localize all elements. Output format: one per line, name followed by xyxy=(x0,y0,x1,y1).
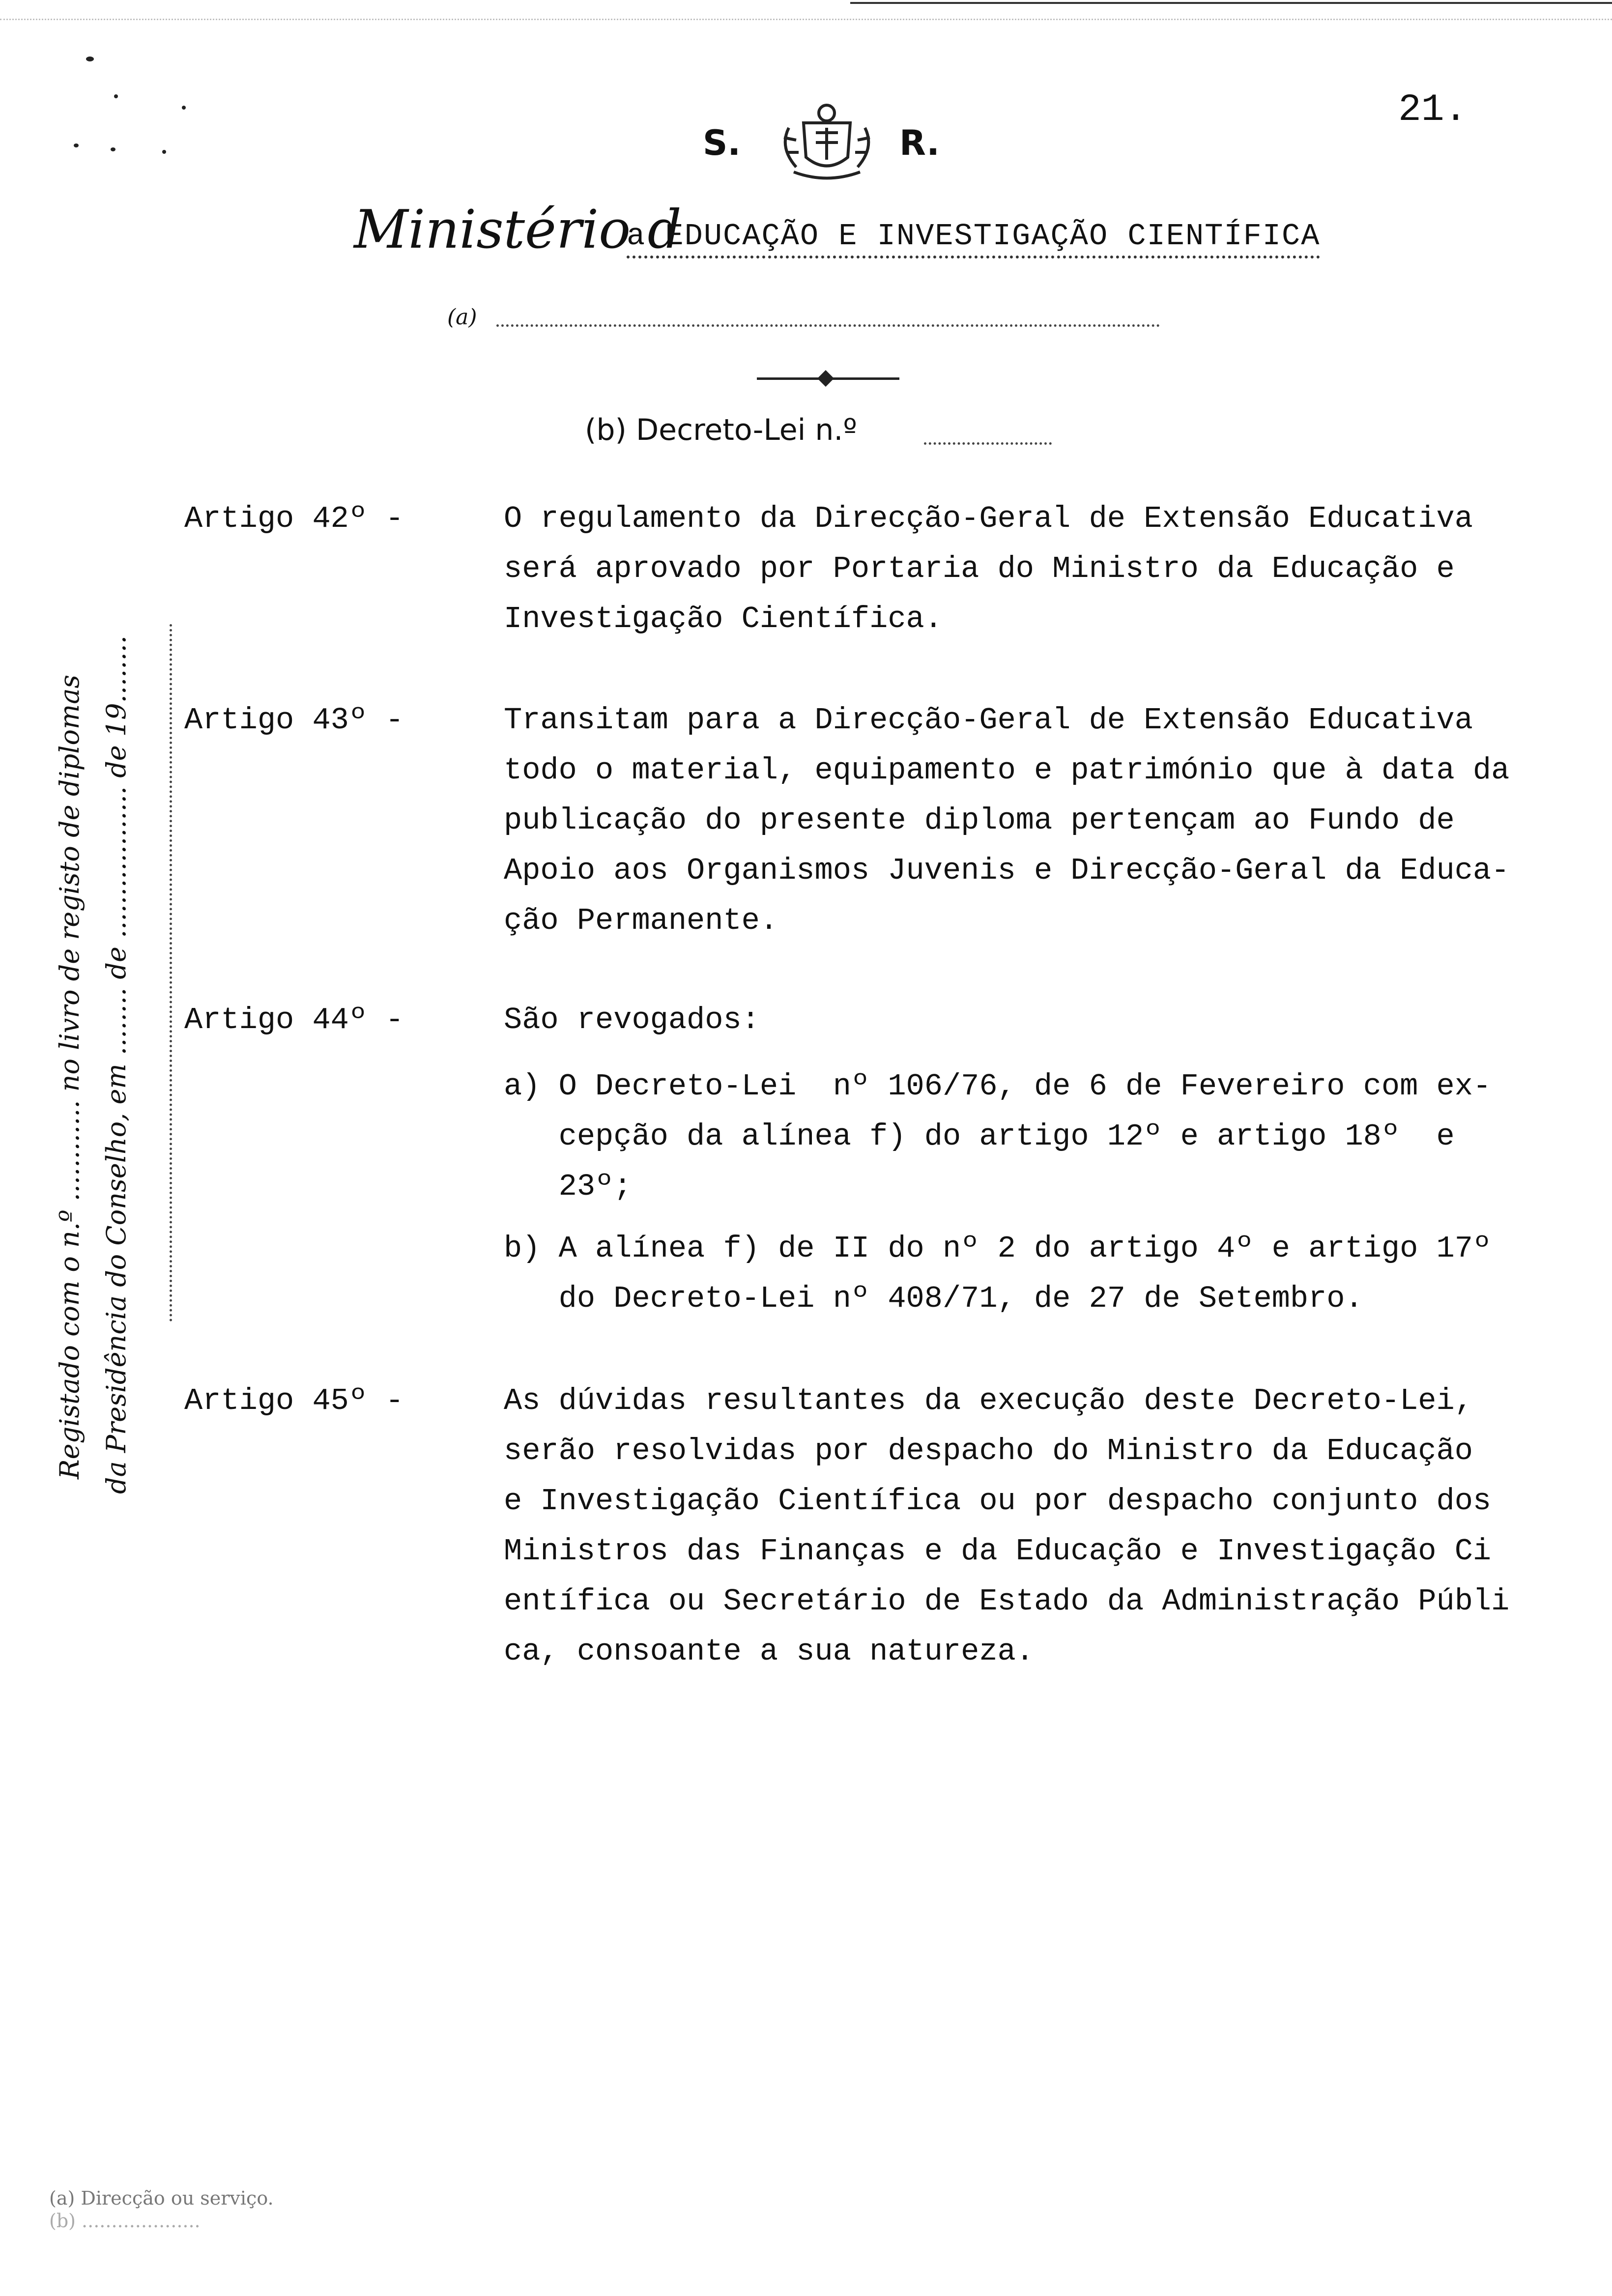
letterhead-right: R. xyxy=(899,123,940,163)
article-line: publicação do presente diploma pertençam ao Fundo de xyxy=(504,803,1455,838)
stamp-line-presidency: da Presidência do Conselho, em ........ de .................. de 19........ xyxy=(101,635,132,1494)
article-line: ca, consoante a sua natureza. xyxy=(504,1634,1034,1669)
article-line: serão resolvidas por despacho do Ministro da Educação xyxy=(504,1434,1473,1468)
article-number: Artigo 44º - xyxy=(184,1003,404,1037)
page-number: 21. xyxy=(1398,88,1468,132)
article-line: será aprovado por Portaria do Ministro da Educação e xyxy=(504,551,1455,586)
article-number: Artigo 42º - xyxy=(184,501,404,536)
article-text xyxy=(504,695,1610,946)
article-line: São revogados: xyxy=(504,1003,760,1037)
scan-speck xyxy=(114,94,118,98)
registration-margin-stamp xyxy=(54,614,182,1499)
footnote-line-a: (a) Direcção ou serviço. xyxy=(49,2187,274,2209)
scan-edge-line xyxy=(850,2,1612,4)
article-44 xyxy=(184,995,1610,1349)
scan-speck xyxy=(182,106,186,110)
item-line: 23º; xyxy=(504,1169,632,1204)
scan-speck xyxy=(111,147,115,151)
letterhead xyxy=(703,93,978,187)
article-text xyxy=(504,995,1610,1045)
article-line: Investigação Científica. xyxy=(504,602,943,636)
coat-of-arms-icon xyxy=(774,98,880,182)
divider-diamond-icon xyxy=(817,370,834,387)
footnote xyxy=(49,2187,442,2232)
line-a-dots xyxy=(496,324,1160,327)
article-line: Apoio aos Organismos Juvenis e Direcção-Geral da Educa- xyxy=(504,853,1510,888)
article-line: As dúvidas resultantes da execução deste Decreto-Lei, xyxy=(504,1383,1473,1418)
article-43 xyxy=(184,695,1610,951)
article-text xyxy=(504,494,1610,644)
scan-speck xyxy=(162,150,166,154)
article-45 xyxy=(184,1376,1610,1681)
article-42 xyxy=(184,494,1610,651)
decree-label: (b) Decreto-Lei n.º xyxy=(585,413,857,447)
scan-speck xyxy=(86,57,94,61)
ministry-label: Ministério d xyxy=(354,199,682,260)
article-line: O regulamento da Direcção-Geral de Extensão Educativa xyxy=(504,501,1473,536)
article-line: todo o material, equipamento e património que à data da xyxy=(504,753,1510,788)
article-line: Ministros das Finanças e da Educação e Investigação Ci xyxy=(504,1534,1492,1569)
stamp-line-registered: Registado com o n.º ............ no livro de registo de diplomas xyxy=(54,674,85,1479)
article-text xyxy=(504,1376,1610,1677)
line-a-label: (a) xyxy=(447,305,477,330)
footnote-line-b: (b) .................... xyxy=(49,2210,201,2232)
item-line: cepção da alínea f) do artigo 12º e artigo 18º e xyxy=(504,1119,1455,1154)
stamp-margin-dots xyxy=(170,624,172,1322)
article-line: Transitam para a Direcção-Geral de Extensão Educativa xyxy=(504,703,1473,738)
scan-edge-dots xyxy=(0,19,1612,21)
ornament-divider xyxy=(757,373,899,383)
article-number: Artigo 43º - xyxy=(184,703,404,738)
revoked-item-b xyxy=(504,1224,1610,1324)
scan-speck xyxy=(74,144,79,147)
article-number: Artigo 45º - xyxy=(184,1383,404,1418)
ministry-name: a EDUCAÇÃO E INVESTIGAÇÃO CIENTÍFICA xyxy=(627,219,1320,258)
decree-number-dots xyxy=(924,442,1052,445)
line-a xyxy=(447,305,1209,334)
article-line: entífica ou Secretário de Estado da Administração Públi xyxy=(504,1584,1510,1619)
article-line: e Investigação Científica ou por despacho conjunto dos xyxy=(504,1484,1492,1519)
letterhead-left: S. xyxy=(703,123,741,163)
item-line: a) O Decreto-Lei nº 106/76, de 6 de Fevereiro com ex- xyxy=(504,1069,1492,1104)
decree-line xyxy=(585,413,1076,452)
item-line: b) A alínea f) de II do nº 2 do artigo 4º e artigo 17º xyxy=(504,1231,1492,1266)
ministry-line xyxy=(354,199,1435,273)
revoked-item-a xyxy=(504,1062,1610,1212)
article-line: ção Permanente. xyxy=(504,903,778,938)
item-line: do Decreto-Lei nº 408/71, de 27 de Setembro. xyxy=(504,1281,1363,1316)
